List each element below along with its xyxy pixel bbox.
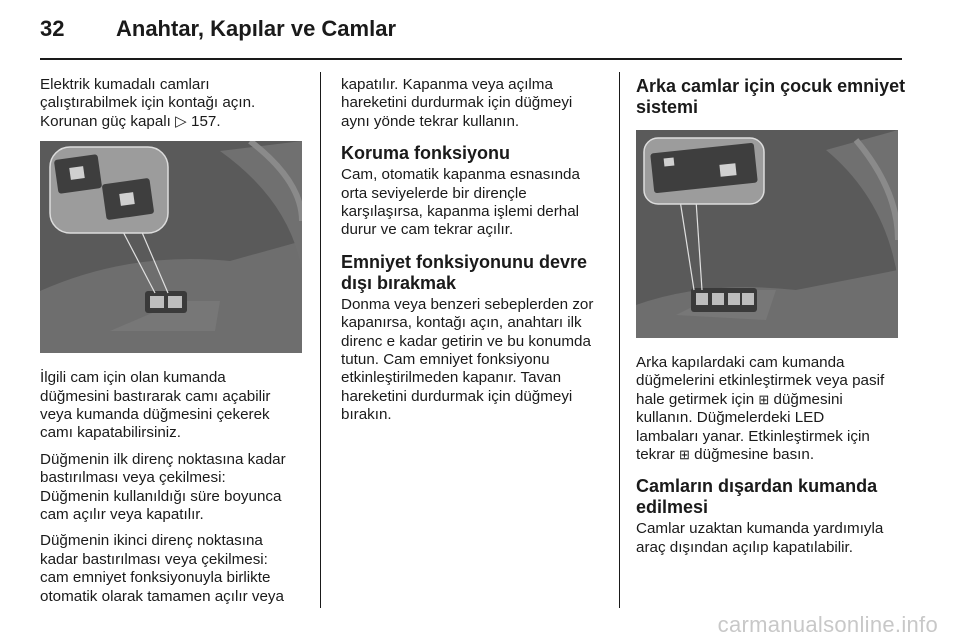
text-line: Donma veya benzeri sebeplerden zor [341,295,594,313]
text-line: kullanın. Düğmelerdeki LED [636,409,825,427]
paragraph [341,166,607,240]
text-line: aynı yönde tekrar kullanın. [341,112,520,130]
paragraph [341,76,607,131]
text-line: camı kapatabilirsiniz. [40,424,181,442]
text-fragment: düğmesine basın. [689,446,815,464]
text-line: orta seviyelerde bir dirençle [341,184,527,202]
section-heading [636,476,904,518]
text-line: veya kumanda düğmesini çekerek [40,406,270,424]
text-line: hareketini durdurmak için düğmeyi [341,387,573,405]
heading-line: Arka camlar için çocuk emniyet [636,76,906,96]
section-heading [341,252,607,294]
text-fragment: düğmesini [769,390,843,408]
section-heading [636,76,904,118]
door-panel-illustration [40,141,302,353]
paragraph [341,296,607,425]
text-line [636,446,904,464]
column-1 [40,76,306,614]
text-line: düğmesini bastırarak camı açabilir [40,387,271,405]
heading-line: Emniyet fonksiyonunu devre [341,251,588,272]
text-line: hareketini durdurmak için düğmeyi [341,94,573,112]
text-line: bırakın. [341,406,392,424]
text-line: Düğmenin kullanıldığı süre boyunca [40,487,282,505]
text-line: araç dışından açılıp kapatılabilir. [636,538,853,556]
section-heading: Koruma fonksiyonu [341,143,511,164]
paragraph [636,520,904,557]
text-fragment: tekrar [636,446,680,464]
text-line: Korunan güç kapalı ▷ 157. [40,112,221,130]
child-lock-icon: ⊞ [758,391,770,407]
text-line: durur ve cam tekrar açılır. [341,221,514,239]
window-switch-figure [40,141,302,353]
paragraph [40,532,306,606]
text-line: Düğmenin ikinci direnç noktasına [40,532,263,550]
text-line: Elektrik kumadalı camları [40,76,210,93]
heading-line: sistemi [636,97,699,117]
text-line: direnc e kadar getirin ve bu konumda [341,332,591,350]
paragraph [40,451,306,525]
text-line: tutun. Cam emniyet fonksiyonu [341,351,550,369]
text-line: cam emniyet fonksiyonuyla birlikte [40,569,271,587]
heading-line: dışı bırakmak [341,272,457,293]
column-divider-1 [320,72,321,608]
text-line: kadar bastırılması veya çekilmesi: [40,550,268,568]
column-divider-2 [619,72,620,608]
page-number: 32 [40,16,65,41]
text-line: karşılaşırsa, kapanma işlemi derhal [341,203,580,221]
intro-paragraph [40,76,306,131]
watermark: carmanualsonline.info [717,612,938,637]
text-line: kapatılır. Kapanma veya açılma [341,76,553,93]
text-line: Camlar uzaktan kumanda yardımıyla [636,520,884,538]
text-line: düğmelerini etkinleştirmek veya pasif [636,372,885,390]
text-line: Arka kapılardaki cam kumanda [636,354,845,371]
column-3 [636,76,904,565]
heading-line: edilmesi [636,497,709,518]
paragraph [40,369,306,443]
rear-window-switch-illustration [636,130,898,338]
text-line: çalıştırabilmek için kontağı açın. [40,94,256,112]
chapter-title: Anahtar, Kapılar ve Camlar [116,16,397,41]
text-line: etkinleştirilmeden kapanır. Tavan [341,369,562,387]
heading-line: Camların dışardan kumanda [636,476,878,497]
text-line: İlgili cam için olan kumanda [40,369,226,387]
text-line: Cam, otomatik kapanma esnasında [341,166,580,184]
text-line: Düğmenin ilk direnç noktasına kadar [40,450,286,468]
paragraph [636,354,904,464]
text-line [636,391,904,409]
child-lock-icon: ⊞ [679,447,690,463]
text-line: lambaları yanar. Etkinleştirmek için [636,427,870,445]
text-fragment: hale getirmek için [636,390,759,408]
text-line: bastırılması veya çekilmesi: [40,469,226,487]
child-lock-figure [636,130,898,338]
column-2 [341,76,607,433]
header-rule [40,58,902,60]
text-line: kapanırsa, kontağı açın, anahtarı ilk [341,314,582,332]
text-line: otomatik olarak tamamen açılır veya [40,587,284,605]
text-line: cam açılır veya kapatılır. [40,506,204,524]
